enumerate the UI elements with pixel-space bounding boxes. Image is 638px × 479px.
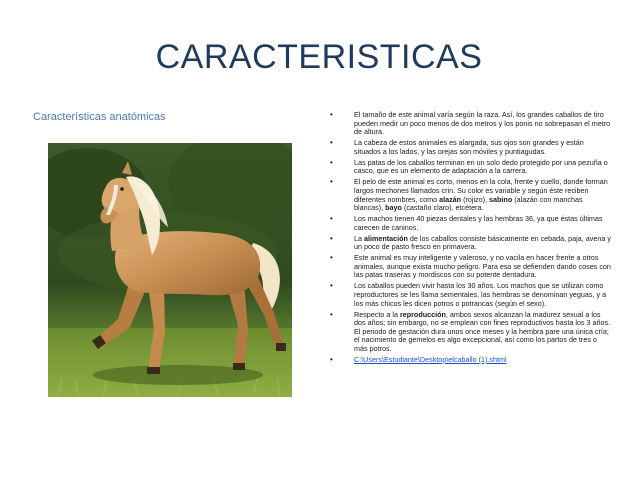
- coat-sabino: sabino: [489, 194, 513, 204]
- list-item-text: [354, 177, 608, 212]
- text-segment: (alazán con manchas blancas),: [354, 194, 583, 213]
- list-item-text: Este animal es muy inteligente y valeroso, y no vacila en hacer frente a otros animales, aunque exista mucho peligro. Para eso se defienden dando coses con las patas traseras y mordiscos con su potente dentadura.: [354, 253, 611, 280]
- coat-alazan: alazán: [439, 194, 462, 204]
- list-item: [330, 178, 612, 212]
- coat-bayo: bayo: [385, 203, 402, 213]
- text-segment: , ambos sexos alcanzan la madurez sexual a los dos años; sin embargo, no se emplean con fines reproductivos hasta los 3 años. El periodo de gestación dura unos once meses y la hembra pare una única cría; el nacimiento de gemelos es algo excepcional, así como los partos de tres o más potros.: [354, 309, 611, 353]
- list-item-text: La cabeza de estos animales es alargada, sus ojos son grandes y están situados a los lados, y las orejas son móviles y puntiagudas.: [354, 138, 584, 156]
- bullet-marker: •: [330, 309, 333, 319]
- list-item: [330, 159, 612, 176]
- list-item-text: [354, 310, 610, 353]
- keyword-reproduccion: reproducción: [399, 309, 446, 319]
- keyword-alimentacion: alimentación: [364, 233, 408, 243]
- slide-title: CARACTERISTICAS: [155, 38, 483, 76]
- text-segment: El pelo de este animal es corto, menos en la cola, frente y cuello, donde forman largos mechones llamados crin. Su color es variable y según éste reciben diferentes nombres, como: [354, 177, 608, 204]
- text-segment: La: [354, 233, 364, 243]
- list-item-text: Las patas de los caballos terminan en un solo dedo protegido por una pezuña o casco, que es un elemento de adaptación a la carrera.: [354, 157, 608, 176]
- characteristics-list: [330, 111, 612, 367]
- slide-subtitle: Características anatómicas: [33, 111, 166, 123]
- text-segment: (rojizo),: [461, 194, 490, 204]
- bullet-marker: •: [330, 157, 333, 167]
- text-segment: Respecto a la: [354, 309, 400, 319]
- bullet-marker: •: [330, 253, 333, 263]
- text-segment: (castaño claro), etcétera.: [401, 203, 484, 213]
- list-item: [330, 311, 612, 354]
- bullet-marker: •: [330, 354, 333, 364]
- text-segment: de los caballos consiste básicamente en cebada, paja, avena y un poco de pasto fresco en primavera.: [354, 233, 611, 252]
- list-item: [330, 356, 612, 365]
- list-item: [330, 235, 612, 252]
- list-item: [330, 254, 612, 280]
- bullet-marker: •: [330, 138, 333, 148]
- list-item-text: Los machos tienen 40 piezas dentales y las hembras 36, ya que éstas últimas carecen de caninos.: [354, 214, 603, 232]
- list-item: [330, 215, 612, 232]
- file-link[interactable]: C:\Users\Estudiante\Desktop\elcaballo (1).shtml: [354, 354, 507, 364]
- list-item-text: [354, 234, 611, 252]
- bullet-marker: •: [330, 177, 333, 187]
- bullet-marker: •: [330, 110, 333, 119]
- list-item: [330, 111, 612, 137]
- bullet-marker: •: [330, 214, 333, 224]
- list-item: [330, 282, 612, 308]
- bullet-marker: •: [330, 281, 333, 291]
- list-item: [330, 139, 612, 156]
- list-item-text: El tamaño de este animal varía según la raza. Así, los grandes caballos de tiro pueden medir un poco menos de dos metros y los ponis no sobrepasan el metro de altura.: [354, 110, 611, 137]
- list-item-text: Los caballos pueden vivir hasta los 30 años. Los machos que se utilizan como reproductores se les llama sementales, las hembras se denominan yeguas, y a los más chicos les dicen potros o potrancas (según el sexo).: [354, 281, 607, 308]
- horse-photo-illustration: [48, 143, 292, 397]
- bullet-marker: •: [330, 233, 333, 243]
- horse-photo: [48, 143, 292, 397]
